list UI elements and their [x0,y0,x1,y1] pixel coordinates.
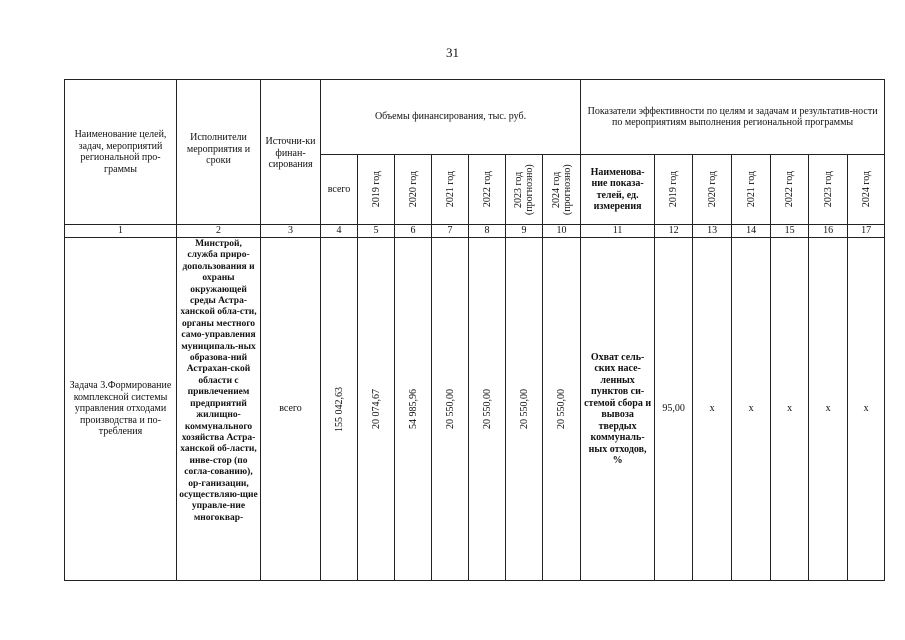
header-2020 [395,155,432,225]
header-funding-group: Объемы финансирования, тыс. руб. [321,80,581,155]
page-number: 31 [446,45,459,60]
value-2023: 20 550,00 [518,389,530,429]
column-number: 3 [261,225,321,238]
column-number: 2 [177,225,261,238]
header-row-top [65,80,885,155]
executors-cell: Минстрой, служба приро-допользования и охраны окружающей среды Астра-ханской обла-сти, органы местного само-управления муниципаль-ных образова-ний Астрахан-ской области с привлечением предприятий жилищно-коммунального хозяйства Астра-ханской об-ласти, инве-стор (по согла-сованию), ор-ганизации, осуществляю-щие управле-ние многоквар- [177,238,261,581]
task-name: Задача 3.Формирование комплексной системы управления отходами производства и по-требления [65,238,177,581]
header-indicators-group: Показатели эффективности по целям и задачам и результатив-ности по мероприятиям выполнения региональной программы [581,80,885,155]
value-2021-cell [432,238,469,581]
indicator-2019: 95,00 [655,238,693,581]
total-cell [321,238,358,581]
header-indicator-name: Наименова-ние показа-телей, ед. измерения [581,155,655,225]
column-number: 14 [732,225,771,238]
value-2019-cell [358,238,395,581]
value-2019: 20 074,67 [370,389,382,429]
indicator-2023: x [809,238,848,581]
header-i2020-label: 2020 год [706,171,718,208]
column-number: 7 [432,225,469,238]
header-i2021 [732,155,771,225]
header-i2024 [848,155,885,225]
column-number: 12 [655,225,693,238]
value-2020-cell [395,238,432,581]
total-value: 155 042,63 [333,386,345,432]
header-i2020 [693,155,732,225]
header-2023 [506,155,543,225]
header-col-executors: Исполнители мероприятия и сроки [177,80,261,225]
column-number: 15 [771,225,809,238]
column-number: 13 [693,225,732,238]
header-2024-label: 2024 год (прогнозно) [550,164,573,215]
indicator-2024: x [848,238,885,581]
header-2019 [358,155,395,225]
column-number-row [65,225,885,238]
header-total: всего [321,155,358,225]
header-col-name: Наименование целей, задач, мероприятий региональной про-граммы [65,80,177,225]
column-number: 11 [581,225,655,238]
value-2022-cell [469,238,506,581]
indicator-name: Охват сель-ских насе-ленных пунктов си-стемой сбора и вывоза твердых коммуналь-ных отходов, % [581,238,655,581]
header-i2023 [809,155,848,225]
column-number: 10 [543,225,581,238]
value-2024: 20 550,00 [556,389,568,429]
column-number: 6 [395,225,432,238]
column-number: 8 [469,225,506,238]
indicator-2020: x [693,238,732,581]
header-i2022-label: 2022 год [784,171,796,208]
header-2024 [543,155,581,225]
header-2021-label: 2021 год [444,171,456,208]
column-number: 9 [506,225,543,238]
indicator-2021: x [732,238,771,581]
header-i2022 [771,155,809,225]
column-number: 1 [65,225,177,238]
source-cell: всего [261,238,321,581]
header-2023-label: 2023 год (прогнозно) [513,164,535,215]
header-col-source: Источни-ки финан-сирования [261,80,321,225]
header-i2021-label: 2021 год [745,171,757,208]
column-number: 17 [848,225,885,238]
header-2021 [432,155,469,225]
value-2021: 20 550,00 [444,389,456,429]
header-2019-label: 2019 год [370,171,382,208]
value-2022: 20 550,00 [481,389,493,429]
program-table [64,79,885,581]
header-i2024-label: 2024 год [860,171,872,208]
column-number: 5 [358,225,395,238]
value-2024-cell [543,238,581,581]
value-2020: 54 985,96 [407,389,419,429]
value-2023-cell [506,238,543,581]
header-i2019 [655,155,693,225]
header-2022 [469,155,506,225]
header-2020-label: 2020 год [407,171,419,208]
header-2022-label: 2022 год [481,171,493,208]
column-number: 16 [809,225,848,238]
header-i2023-label: 2023 год [822,171,834,208]
header-i2019-label: 2019 год [668,171,680,208]
column-number: 4 [321,225,358,238]
indicator-2022: x [771,238,809,581]
table-row [65,238,885,581]
